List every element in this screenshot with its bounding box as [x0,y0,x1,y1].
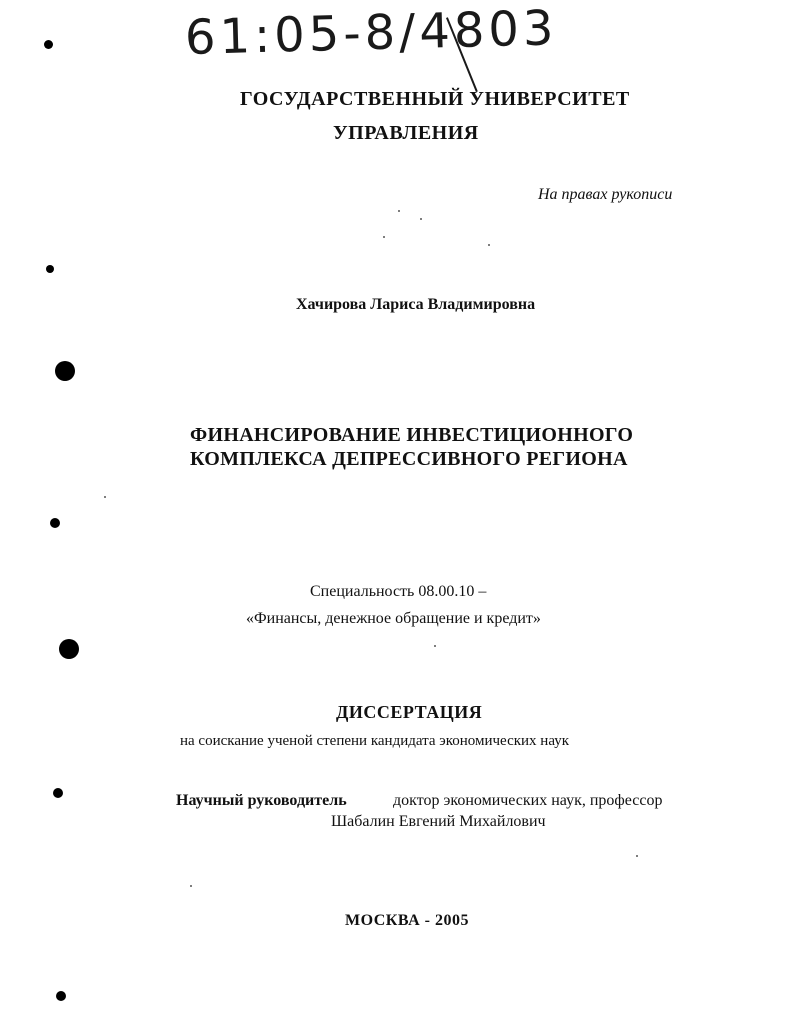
author-name: Хачирова Лариса Владимировна [296,296,536,313]
punch-hole-mark [44,40,53,49]
degree-sought: на соискание ученой степени кандидата экономических наук [180,733,570,749]
punch-hole-mark [50,518,60,528]
scan-speck [383,236,385,238]
specialty-name: «Финансы, денежное обращение и кредит» [246,610,541,627]
punch-hole-mark [56,991,66,1001]
dissertation-title-line1: ФИНАНСИРОВАНИЕ ИНВЕСТИЦИОННОГО [190,424,634,446]
handwritten-catalog-number: 61:05-8/4803 [184,0,559,66]
city-year: МОСКВА - 2005 [345,912,469,929]
punch-hole-mark [46,265,54,273]
dissertation-title-line2: КОМПЛЕКСА ДЕПРЕССИВНОГО РЕГИОНА [190,448,628,470]
scan-speck [420,218,422,220]
manuscript-rights-note: На правах рукописи [538,186,673,203]
advisor-degree: доктор экономических наук, профессор [393,792,663,809]
scan-speck [398,210,400,212]
scan-speck [190,885,192,887]
punch-hole-mark [53,788,63,798]
scan-speck [636,855,638,857]
specialty-code: Специальность 08.00.10 – [310,583,487,600]
scan-speck [488,244,490,246]
punch-hole-mark [55,361,75,381]
punch-hole-mark [59,639,79,659]
work-type-heading: ДИССЕРТАЦИЯ [336,702,483,722]
scan-speck [434,645,436,647]
university-name-line2: УПРАВЛЕНИЯ [333,122,479,144]
university-name-line1: ГОСУДАРСТВЕННЫЙ УНИВЕРСИТЕТ [240,88,630,110]
advisor-name: Шабалин Евгений Михайлович [331,813,546,830]
scan-speck [104,496,106,498]
advisor-label: Научный руководитель [176,792,347,809]
